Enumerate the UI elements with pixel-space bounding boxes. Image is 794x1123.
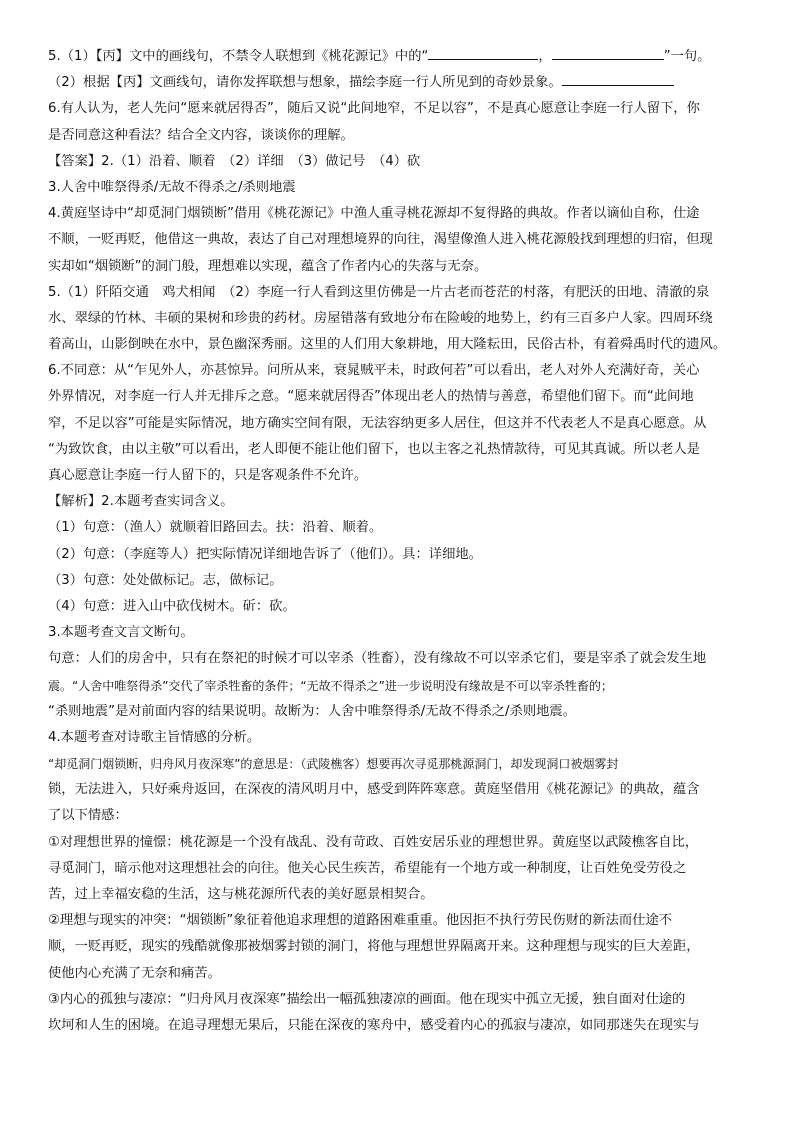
text-line: “为致饮食，由以主敬”可以看出，老人即便不能让他们留下，也以主客之礼热情款待，可见其真诚。所以老人是 — [48, 441, 701, 457]
text-line: 不顺，一贬再贬，他借这一典故，表达了自己对理想境界的向往，渴望像渔人进入桃花源般找到理想的归宿，但现 — [48, 232, 713, 248]
question-5-1-tail: ”一句。 — [663, 49, 711, 64]
text-line: 水、翠绿的竹林、丰硕的果树和珍贵的药材。房屋错落有致地分布在险峻的地势上，约有三百多户人家。四周环绕 — [48, 310, 713, 326]
text-line: ③内心的孤独与凄凉：“归舟风月夜深寒”描绘出一幅孤独凄凉的画面。他在现实中孤立无援，独自面对仕途的 — [48, 991, 686, 1007]
text-line: 6.有人认为，老人先问“愿来就居得否”，随后又说“此间地窄，不足以容”，不是真心愿意让李庭一行人留下，你 — [48, 101, 700, 117]
text-line: 顺，一贬再贬，现实的残酷就像那被烟雾封锁的洞门，将他与理想世界隔离开来。这种理想与现实的巨大差距， — [48, 939, 700, 955]
text-line: 窄，不足以容”可能是实际情况，地方确实空间有限，无法容纳更多人居住，但这并不代表老人不是真心愿意。从 — [48, 415, 707, 431]
text-line: 坎坷和人生的困境。在追寻理想无果后，只能在深夜的寒舟中，感受着内心的孤寂与凄凉，如同那迷失在现实与 — [48, 1017, 700, 1033]
text-line: 【答案】2.（1）沿着、顺着 （2）详细 （3）做记号 （4）砍 — [48, 153, 421, 169]
question-5-2-line — [48, 70, 748, 96]
text-line: 了以下情感： — [48, 808, 128, 824]
answer-blank-2[interactable] — [552, 45, 664, 60]
blank-separator: ， — [538, 49, 552, 64]
question-5-2-text: （2）根据【丙】文画线句，请你发挥联想与想象，描绘李庭一行人所见到的奇妙景象。 — [48, 75, 562, 91]
document-page — [48, 44, 748, 1039]
text-line: 震。“人舍中唯祭得杀”交代了宰杀牲畜的条件；“无故不得杀之”进一步说明没有缘故是不可以宰杀牲畜的； — [48, 678, 613, 693]
text-line: 真心愿意让李庭一行人留下的，只是客观条件不允许。 — [48, 468, 368, 483]
text-line: 实却如“烟锁断”的洞门般，理想难以实现，蕴含了作者内心的失落与无奈。 — [48, 258, 488, 274]
text-line: 5.（1）阡陌交通 鸡犬相闻 （2）李庭一行人看到这里仿佛是一片古老而苍茫的村落，有肥沃的田地、清澈的泉 — [48, 284, 710, 300]
text-line: 句意：人们的房舍中，只有在祭祀的时候才可以宰杀（牲畜），没有缘故不可以宰杀它们，要是宰杀了就会发生地 — [48, 651, 707, 667]
text-line: 4.本题考查对诗歌主旨情感的分析。 — [48, 729, 261, 745]
text-line: “杀则地震”是对前面内容的结果说明。故断为：人舍中唯祭得杀/无故不得杀之/杀则地震。 — [48, 703, 577, 719]
text-line: 寻觅洞门，暗示他对这理想社会的向往。他关心民生疾苦，希望能有一个地方或一种制度，让百姓免受劳役之 — [48, 860, 687, 876]
answer-blank-3[interactable] — [562, 71, 674, 86]
text-line: 是否同意这种看法？结合全文内容，谈谈你的理解。 — [48, 127, 354, 143]
document-body — [48, 96, 748, 1039]
question-5-1-line — [48, 44, 748, 70]
text-line: （1）句意：（渔人）就顺着旧路回去。扶：沿着、顺着。 — [48, 520, 383, 536]
text-line: 4.黄庭坚诗中“却觅洞门烟锁断”借用《桃花源记》中渔人重寻桃花源却不复得路的典故。作者以谪仙自称，仕途 — [48, 206, 700, 222]
text-line: 苦，过上幸福安稳的生活，这与桃花源所代表的美好愿景相契合。 — [48, 887, 434, 902]
text-line: 3.本题考查文言文断句。 — [48, 625, 194, 641]
text-line: 外界情况，对李庭一行人并无排斥之意。“愿来就居得否”体现出老人的热情与善意，希望他们留下。而“此间地 — [48, 389, 694, 405]
text-line: 锁，无法进入，只好乘舟返回，在深夜的清风明月中，感受到阵阵寒意。黄庭坚借用《桃花源记》的典故，蕴含 — [48, 782, 700, 798]
text-line: （3）句意：处处做标记。志，做标记。 — [48, 572, 283, 588]
text-line: 6.不同意：从“乍见外人，亦甚惊异。问所从来，衰晁贼平未，时政何若”可以看出，老人对外人充满好奇，关心 — [48, 363, 700, 379]
text-line: ①对理想世界的憧憬：桃花源是一个没有战乱、没有苛政、百姓安居乐业的理想世界。黄庭坚以武陵樵客自比， — [48, 834, 699, 850]
text-line: “却觅洞门烟锁断，归舟风月夜深寒”的意思是：（武陵樵客）想要再次寻觅那桃源洞门，却发现洞口被烟雾封 — [48, 757, 619, 772]
question-5-1-text: 5.（1）【丙】文中的画线句，不禁令人联想到《桃花源记》中的“ — [48, 49, 429, 64]
text-line: （4）句意：进入山中砍伐树木。斫：砍。 — [48, 598, 296, 614]
text-line: 使他内心充满了无奈和痛苦。 — [48, 965, 221, 981]
answer-blank-1[interactable] — [428, 45, 538, 60]
text-line: 着高山，山影倒映在水中，景色幽深秀丽。这里的人们用大象耕地，用大隆耘田，民俗古朴，有着舜禹时代的遗风。 — [48, 337, 727, 353]
text-line: （2）句意：（李庭等人）把实际情况详细地告诉了（他们）。具：详细地。 — [48, 546, 482, 562]
text-line: 3.人舍中唯祭得杀/无故不得杀之/杀则地震 — [48, 179, 296, 195]
text-line: 【解析】2.本题考查实词含义。 — [48, 494, 234, 510]
text-line: ②理想与现实的冲突：“烟锁断”象征着他追求理想的道路困难重重。他因拒不执行劳民伤财的新法而仕途不 — [48, 913, 673, 929]
